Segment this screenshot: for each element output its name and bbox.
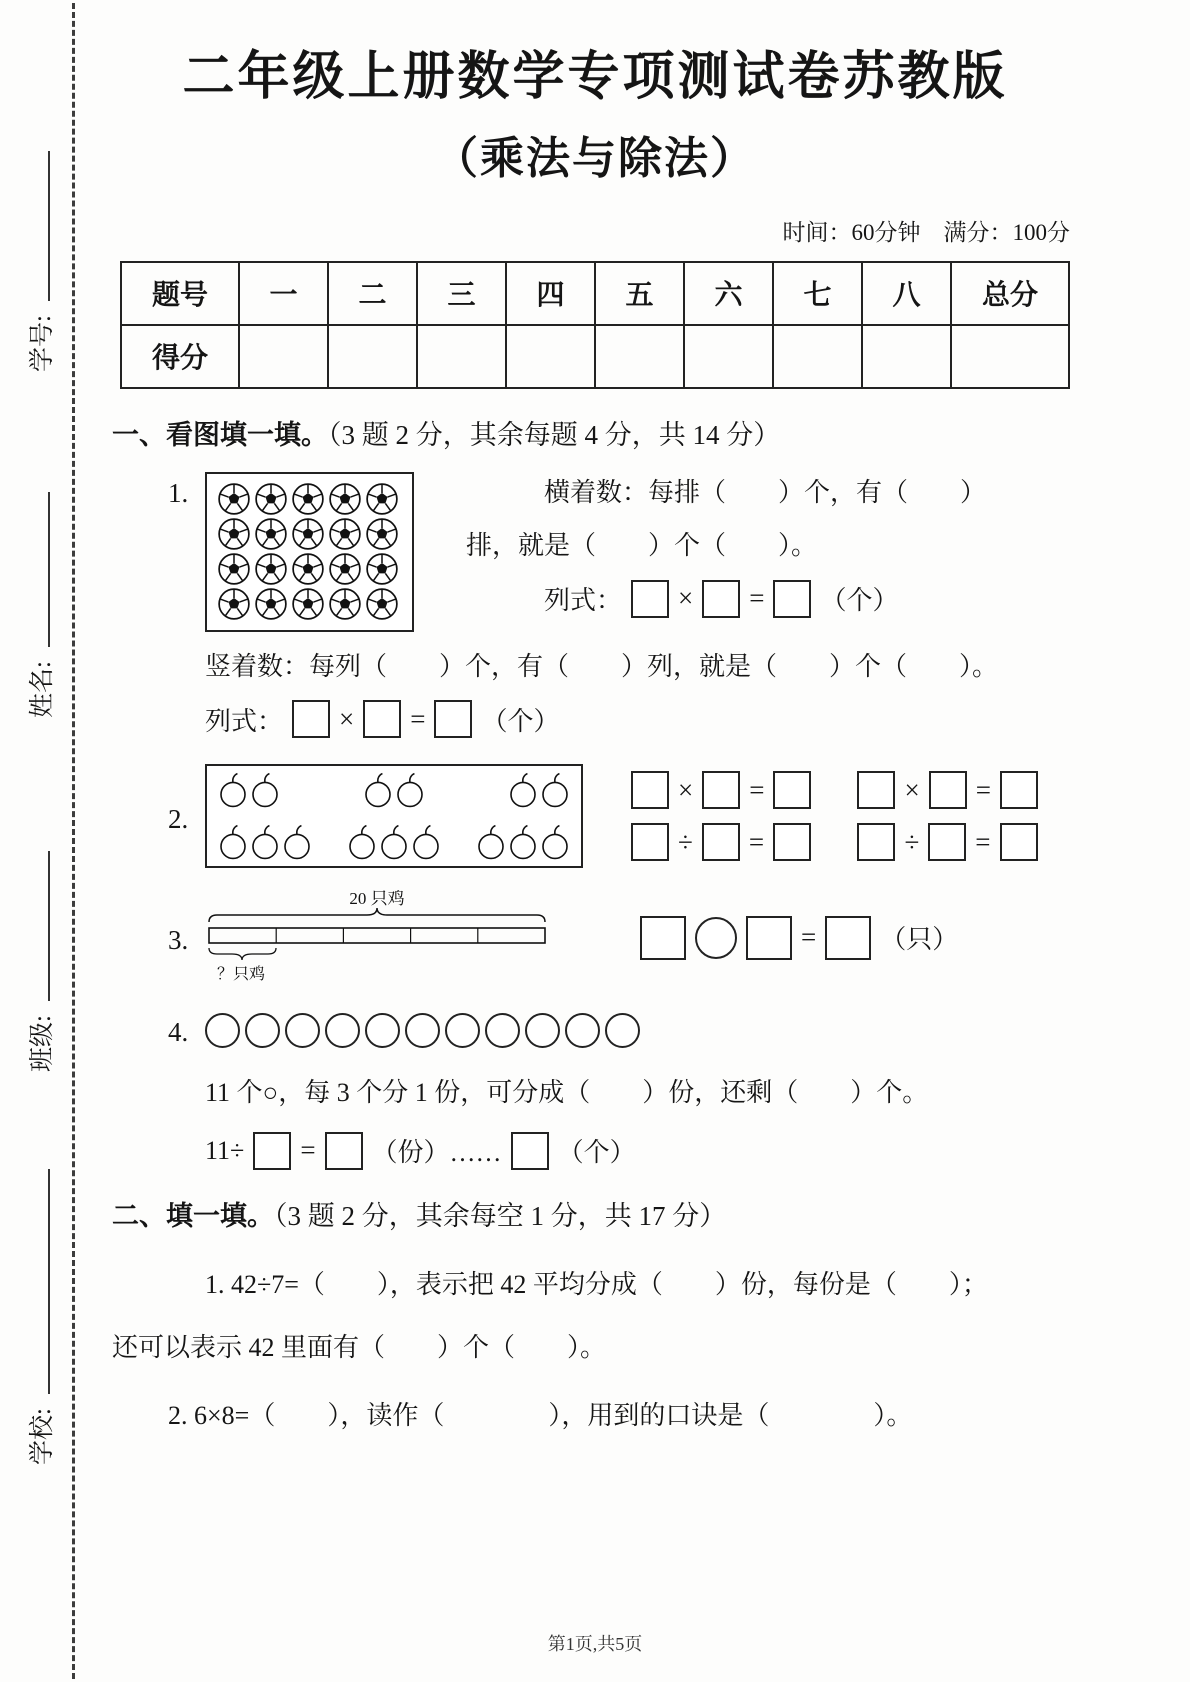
circle-icon: [245, 1013, 280, 1048]
circle-icon: [445, 1013, 480, 1048]
soccer-ball-icon: [217, 482, 251, 516]
section2-title: 二、填一填。: [112, 1200, 274, 1231]
score-cell[interactable]: [773, 325, 862, 388]
apple-icon: [475, 823, 507, 861]
formula-label: 列式：: [205, 706, 284, 736]
equals-sign: =: [749, 774, 765, 805]
score-cell[interactable]: [417, 325, 506, 388]
margin-field-school: [22, 1169, 58, 1465]
document-title: 二年级上册数学专项测试卷苏教版: [182, 49, 1008, 106]
school-label: 学校:: [29, 1408, 56, 1465]
tape-total-label: 20 只鸡: [349, 890, 405, 909]
score-cell[interactable]: [239, 325, 328, 388]
score-col-header: 五: [595, 262, 684, 325]
multiply-equation: [631, 771, 811, 809]
q2-equations: [631, 771, 1038, 861]
divide-sign: ÷: [678, 826, 693, 857]
operator-circle[interactable]: [695, 917, 737, 959]
soccer-ball-icon: [254, 482, 288, 516]
section2-note: （3 题 2 分，其余每空 1 分，共 17 分）: [274, 1200, 727, 1231]
apple-icon: [217, 823, 249, 861]
score-cell[interactable]: [951, 325, 1069, 388]
score-col-header: 七: [773, 262, 862, 325]
answer-box[interactable]: [631, 580, 669, 618]
answer-box[interactable]: [363, 700, 401, 738]
score-cell[interactable]: [684, 325, 773, 388]
student-no-label: 学号:: [29, 315, 56, 372]
margin-field-student-no: [22, 151, 58, 372]
apple-group: [346, 823, 442, 861]
apple-icon: [281, 823, 313, 861]
q1-vertical-formula: [205, 700, 560, 738]
divide-sign: ÷: [904, 826, 920, 857]
answer-box[interactable]: [702, 580, 740, 618]
score-cell[interactable]: [328, 325, 417, 388]
apple-icon: [362, 771, 394, 809]
s2-item2: 2. 6×8=（ ），读作（ ），用到的口诀是（ ）。: [168, 1400, 913, 1430]
answer-box[interactable]: [702, 823, 740, 861]
section1-title: 一、看图填一填。: [112, 419, 328, 450]
apple-row-top: [217, 771, 571, 809]
q1-text-line1: 横着数：每排（ ）个，有（ ）: [544, 478, 987, 508]
answer-box[interactable]: [1000, 771, 1038, 809]
answer-box[interactable]: [253, 1132, 291, 1170]
soccer-ball-icon: [328, 587, 362, 621]
soccer-ball-icon: [328, 552, 362, 586]
soccer-ball-icon: [217, 587, 251, 621]
score-header-row: [121, 262, 1069, 325]
answer-box[interactable]: [292, 700, 330, 738]
soccer-ball-icon: [328, 482, 362, 516]
score-col-header: 八: [862, 262, 951, 325]
score-col-header: 三: [417, 262, 506, 325]
name-blank-line[interactable]: [25, 492, 50, 647]
apple-icon: [346, 823, 378, 861]
soccer-ball-icon: [365, 587, 399, 621]
circle-icon: [605, 1013, 640, 1048]
circle-icon: [485, 1013, 520, 1048]
q4-text-line: 11 个○，每 3 个分 1 份，可分成（ ）份，还剩（ ）个。: [205, 1078, 929, 1108]
answer-box[interactable]: [434, 700, 472, 738]
margin-field-name: [22, 492, 58, 718]
apple-row-bottom: [217, 823, 571, 861]
section1-heading: [112, 417, 1078, 455]
circle-icon: [365, 1013, 400, 1048]
class-blank-line[interactable]: [25, 851, 50, 1001]
unit-label: （个）: [557, 1138, 636, 1168]
counting-circles: [205, 1013, 640, 1048]
answer-box[interactable]: [929, 771, 967, 809]
margin-field-class: [22, 851, 58, 1072]
answer-box[interactable]: [746, 916, 792, 960]
multiply-sign: ×: [904, 774, 920, 805]
tape-part-label: ？只鸡: [217, 966, 266, 984]
question-1: [112, 472, 1078, 738]
score-cell[interactable]: [595, 325, 684, 388]
section2-heading: [112, 1198, 1078, 1236]
question-number: 4.: [168, 1017, 189, 1048]
soccer-ball-icon: [217, 552, 251, 586]
soccer-ball-icon: [254, 517, 288, 551]
soccer-ball-icon: [365, 482, 399, 516]
soccer-ball-grid: [217, 482, 402, 622]
score-col-header: 二: [328, 262, 417, 325]
circle-icon: [325, 1013, 360, 1048]
apple-icon: [410, 823, 442, 861]
soccer-ball-icon: [291, 587, 325, 621]
class-label: 班级:: [29, 1015, 56, 1072]
multiply-equation: [857, 771, 1037, 809]
apple-icon: [507, 771, 539, 809]
apple-icon: [394, 771, 426, 809]
equals-sign: =: [975, 826, 991, 857]
equals-sign: =: [748, 826, 765, 857]
formula-label: 列式：: [544, 586, 623, 616]
page-number: 第1页,共5页: [547, 1634, 643, 1654]
score-col-header: 一: [239, 262, 328, 325]
apple-icon: [378, 823, 410, 861]
school-blank-line[interactable]: [25, 1169, 50, 1394]
score-table: [120, 261, 1070, 389]
equals-sign: =: [300, 1135, 316, 1166]
answer-box[interactable]: [1000, 823, 1038, 861]
unit-label: （只）: [880, 925, 959, 955]
soccer-ball-picture-box: [205, 472, 414, 632]
unit-label: （个）: [820, 586, 899, 616]
apple-icon: [249, 823, 281, 861]
circle-icon: [285, 1013, 320, 1048]
score-col-header: 六: [684, 262, 773, 325]
soccer-ball-icon: [254, 587, 288, 621]
unit-label: （个）: [481, 706, 560, 736]
section1-note: （3 题 2 分，其余每题 4 分，共 14 分）: [328, 419, 781, 450]
name-label: 姓名:: [29, 661, 56, 718]
multiply-sign: ×: [678, 583, 694, 614]
question-2: [112, 764, 1078, 868]
soccer-ball-icon: [291, 552, 325, 586]
score-col-header: 题号: [121, 262, 239, 325]
q1-horizontal-formula: [466, 580, 899, 618]
apple-icon: [217, 771, 249, 809]
answer-box[interactable]: [857, 823, 895, 861]
score-col-header: 总分: [951, 262, 1069, 325]
answer-box[interactable]: [631, 771, 669, 809]
answer-box[interactable]: [773, 580, 811, 618]
apple-picture-box: [205, 764, 583, 868]
cut-dashed-line: [72, 0, 75, 1682]
equals-sign: =: [749, 583, 765, 614]
question-number: 3.: [168, 925, 189, 956]
answer-box[interactable]: [325, 1132, 363, 1170]
multiply-sign: ×: [678, 774, 694, 805]
circle-icon: [565, 1013, 600, 1048]
q3-equation: [640, 916, 958, 960]
score-row-label: 得分: [121, 325, 239, 388]
apple-group: [362, 771, 426, 809]
circle-icon: [405, 1013, 440, 1048]
answer-box[interactable]: [640, 916, 686, 960]
soccer-ball-icon: [291, 517, 325, 551]
answer-box[interactable]: [702, 771, 740, 809]
document-subtitle: （乘法与除法）: [434, 133, 756, 183]
unit-label: （份）……: [371, 1138, 502, 1168]
soccer-ball-icon: [365, 552, 399, 586]
divide-equation: [631, 823, 811, 861]
equals-sign: =: [975, 774, 991, 805]
s2-item1-line2: 还可以表示 42 里面有（ ）个（ ）。: [112, 1333, 607, 1363]
answer-box[interactable]: [631, 823, 669, 861]
score-cell[interactable]: [506, 325, 595, 388]
multiply-sign: ×: [339, 703, 355, 734]
score-value-row: [121, 325, 1069, 388]
circle-icon: [205, 1013, 240, 1048]
question-number: 1.: [168, 478, 189, 509]
apple-group: [217, 823, 313, 861]
formula-prefix: 11÷: [205, 1135, 245, 1165]
answer-box[interactable]: [773, 823, 811, 861]
soccer-ball-icon: [328, 517, 362, 551]
circle-icon: [525, 1013, 560, 1048]
soccer-ball-icon: [254, 552, 288, 586]
answer-box[interactable]: [773, 771, 811, 809]
equals-sign: =: [410, 703, 426, 734]
score-col-header: 四: [506, 262, 595, 325]
apple-group: [507, 771, 571, 809]
student-no-blank-line[interactable]: [25, 151, 50, 301]
apple-group: [475, 823, 571, 861]
answer-box[interactable]: [857, 771, 895, 809]
answer-box[interactable]: [928, 823, 966, 861]
question-3: [112, 890, 1078, 985]
apple-icon: [539, 823, 571, 861]
question-number: 2.: [168, 803, 189, 834]
equals-sign: =: [801, 922, 817, 953]
apple-icon: [249, 771, 281, 809]
question-4: [112, 1011, 1078, 1170]
soccer-ball-icon: [365, 517, 399, 551]
soccer-ball-icon: [291, 482, 325, 516]
answer-box[interactable]: [511, 1132, 549, 1170]
soccer-ball-icon: [217, 517, 251, 551]
apple-group: [217, 771, 281, 809]
chicken-tape-diagram: [205, 890, 550, 985]
q1-text-line3: 竖着数：每列（ ）个，有（ ）列，就是（ ）个（ ）。: [205, 652, 999, 682]
apple-icon: [507, 823, 539, 861]
q4-formula: [205, 1132, 636, 1170]
s2-item1-line1: 1. 42÷7=（ ），表示把 42 平均分成（ ）份，每份是（ ）；: [205, 1269, 988, 1299]
apple-icon: [539, 771, 571, 809]
q1-text-line2: 排，就是（ ）个（ ）。: [466, 531, 818, 561]
answer-box[interactable]: [825, 916, 871, 960]
score-cell[interactable]: [862, 325, 951, 388]
time-score-note: 时间：60分钟 满分：100分: [782, 219, 1070, 245]
divide-equation: [857, 823, 1037, 861]
